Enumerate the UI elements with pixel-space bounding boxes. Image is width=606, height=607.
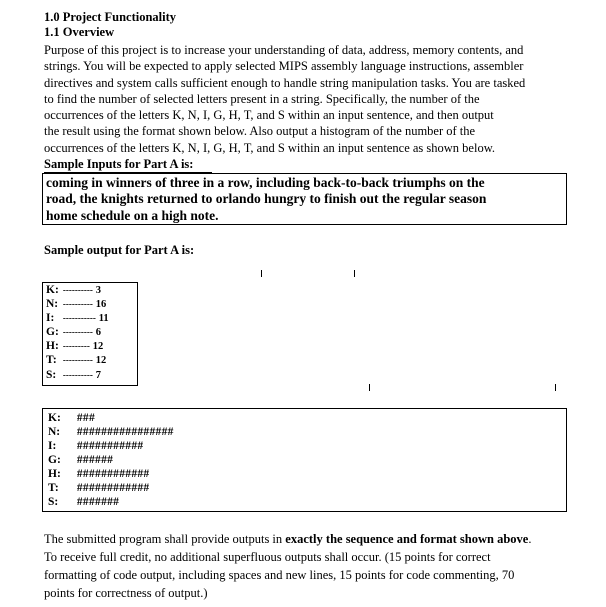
sample-output-label: Sample output for Part A is: xyxy=(44,243,195,257)
sample-input-line: road, the knights returned to orlando hungry to finish out the regular season xyxy=(46,191,487,207)
count-output-box xyxy=(42,282,138,386)
intro-line: directives and system calls sufficient enough to handle string manipulation tasks. You are tasked xyxy=(44,75,526,90)
histogram-row xyxy=(48,440,143,453)
count-letter: T: xyxy=(46,354,57,366)
count-dashes: ---------- xyxy=(62,370,93,380)
count-row xyxy=(46,312,109,325)
intro-line: Purpose of this project is to increase your understanding of data, address, memory contents, and xyxy=(44,43,524,57)
histogram-bar: ############ xyxy=(76,468,150,480)
histogram-letter: S: xyxy=(48,496,59,508)
histogram-letter: H: xyxy=(48,468,61,480)
closing-emphasis: exactly the sequence and format shown above xyxy=(285,532,529,546)
count-value: 7 xyxy=(95,370,101,381)
count-letter: S: xyxy=(46,369,57,381)
intro-paragraph xyxy=(44,42,574,156)
histogram-row xyxy=(48,412,95,425)
count-row xyxy=(46,369,101,382)
closing-line: formatting of code output, including spaces and new lines, 15 points for code commenting, 70 xyxy=(44,568,515,582)
count-row xyxy=(46,298,106,311)
histogram-bar: ####### xyxy=(76,496,120,508)
closing-period: . xyxy=(528,532,532,546)
histogram-bar: ###### xyxy=(76,454,114,466)
histogram-row xyxy=(48,496,119,509)
intro-line: strings. You will be expected to apply selected MIPS assembly language instructions, assembler xyxy=(44,59,524,74)
histogram-bar: ########### xyxy=(76,440,144,452)
intro-line: the result using the format shown below. Also output a histogram of the number of the xyxy=(44,124,476,139)
count-letter: N: xyxy=(46,298,59,310)
closing-paragraph xyxy=(44,530,584,602)
count-value: 12 xyxy=(92,341,104,352)
histogram-bar: ############ xyxy=(76,482,150,494)
count-value: 3 xyxy=(95,285,101,296)
histogram-row xyxy=(48,454,113,467)
count-value: 12 xyxy=(95,355,107,366)
stray-tick-mark xyxy=(555,384,556,391)
sample-input-box xyxy=(42,173,567,225)
stray-tick-mark xyxy=(369,384,370,391)
count-row xyxy=(46,284,101,297)
count-dashes: ----------- xyxy=(62,313,96,323)
count-value: 6 xyxy=(95,327,101,338)
count-dashes: ---------- xyxy=(62,299,93,309)
sample-input-line: home schedule on a high note. xyxy=(46,207,219,223)
count-row xyxy=(46,340,103,353)
count-row xyxy=(46,326,101,339)
stray-tick-mark xyxy=(261,270,262,277)
count-dashes: ---------- xyxy=(62,355,93,365)
count-letter: K: xyxy=(46,284,59,296)
sample-input-line: coming in winners of three in a row, including back-to-back triumphs on the xyxy=(46,175,485,190)
closing-line: To receive full credit, no additional superfluous outputs shall occur. (15 points for correct xyxy=(44,550,491,564)
count-dashes: --------- xyxy=(62,341,90,351)
closing-text: The submitted program shall provide outputs in xyxy=(44,532,286,546)
count-letter: H: xyxy=(46,340,59,352)
count-value: 16 xyxy=(95,299,107,310)
count-dashes: ---------- xyxy=(62,327,93,337)
histogram-letter: I: xyxy=(48,440,57,452)
histogram-letter: G: xyxy=(48,454,61,466)
histogram-row xyxy=(48,468,149,481)
intro-line: occurrences of the letters K, N, I, G, H, T, and S within an input sentence, and then output xyxy=(44,108,494,123)
stray-tick-mark xyxy=(354,270,355,277)
closing-line: points for correctness of output.) xyxy=(44,586,208,600)
count-letter: G: xyxy=(46,326,59,338)
histogram-bar: ################ xyxy=(76,426,174,438)
closing-line xyxy=(44,530,584,548)
histogram-letter: T: xyxy=(48,482,59,494)
histogram-row xyxy=(48,426,174,439)
histogram-output-box xyxy=(42,408,567,512)
count-value: 11 xyxy=(98,313,109,324)
histogram-letter: K: xyxy=(48,412,61,424)
histogram-row xyxy=(48,482,149,495)
intro-line: to find the number of selected letters present in a string. Specifically, the number of the xyxy=(44,91,480,106)
histogram-letter: N: xyxy=(48,426,61,438)
intro-line: occurrences of the letters K, N, I, G, H, T, and S within an input sentence as shown below. xyxy=(44,140,496,155)
count-letter: I: xyxy=(46,312,55,324)
count-dashes: ---------- xyxy=(62,285,93,295)
sample-input-label: Sample Inputs for Part A is: xyxy=(44,157,194,171)
count-row xyxy=(46,354,106,367)
section-heading-overview: 1.1 Overview xyxy=(44,25,115,39)
section-heading-project-functionality: 1.0 Project Functionality xyxy=(44,10,177,24)
histogram-bar: ### xyxy=(76,412,96,424)
